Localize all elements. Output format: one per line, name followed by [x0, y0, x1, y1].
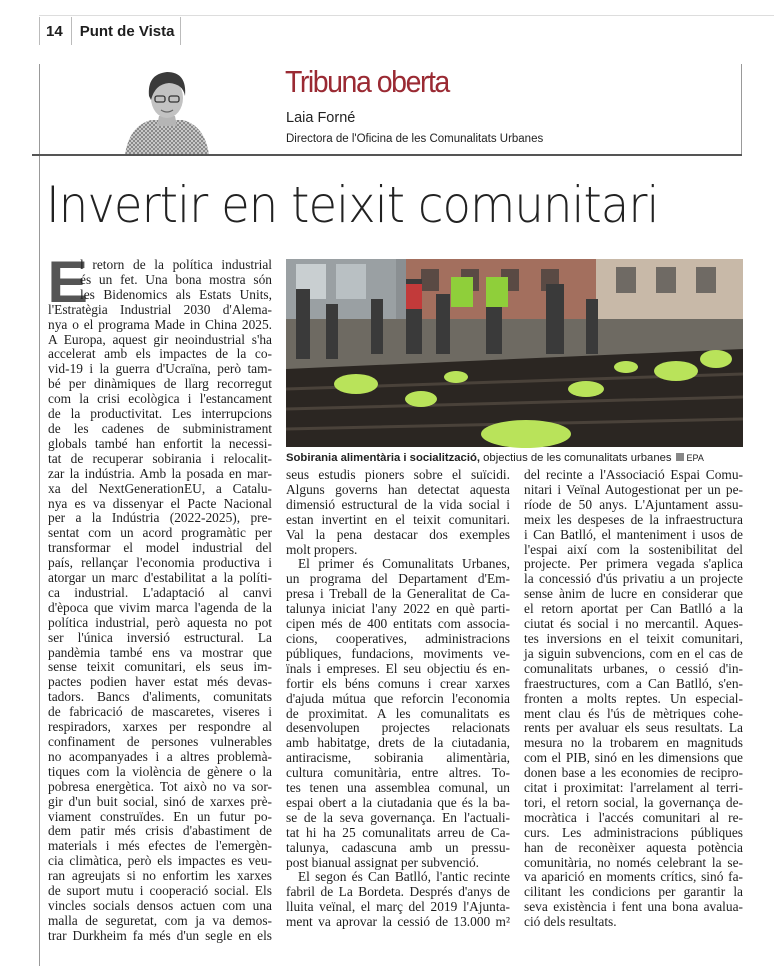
article-line-text: pandèmia també ens va mostrar que — [48, 644, 272, 660]
article-line — [286, 826, 510, 841]
article-line — [48, 914, 272, 929]
article-line-text: d'ajuda mútua que reforcin l'economia — [286, 690, 510, 706]
headline: Invertir en teixit comunitari — [46, 176, 659, 234]
article-line-text: El segon és Can Batlló, l'antic recinte — [298, 869, 510, 885]
article-line-text: és un fet. Una bona mostra són — [80, 271, 272, 287]
article-line — [48, 839, 272, 854]
article-line-text: cions, cooperatives, administracions — [286, 630, 510, 646]
article-line-text: l retorn de la política industrial — [80, 257, 272, 272]
article-line — [524, 751, 743, 766]
article-line — [286, 721, 510, 736]
article-line — [524, 662, 743, 677]
article-line-text: tadors. Bancs d'aliments, comunitats — [48, 689, 272, 705]
article-line-text: l'espai així com la sostenibilitat del — [524, 541, 743, 557]
article-line — [48, 303, 272, 318]
article-line — [48, 511, 272, 526]
article-line — [286, 632, 510, 647]
article-line — [524, 870, 743, 885]
article-line-text: vincles socials densos actuen com una — [48, 897, 272, 913]
article-line — [286, 885, 510, 900]
article-line-text: molt propers. — [286, 541, 358, 557]
article-line-text: per a la Indústria (2022-2025), pre- — [48, 510, 272, 526]
article-line-text: respiradors, xarxes per respondre al — [48, 719, 272, 735]
article-line-text: cilitant les condicions per garantir la — [524, 884, 743, 900]
article-line — [48, 795, 272, 810]
article-line — [524, 915, 743, 930]
article-line-text: de la productivitat. Les interrupcions — [48, 406, 272, 422]
article-line — [286, 572, 510, 587]
article-line — [286, 617, 510, 632]
article-line — [48, 392, 272, 407]
article-line-text: ríode de 50 anys. L'Ajuntament assu- — [524, 496, 743, 512]
article-line — [48, 452, 272, 467]
article-line — [48, 347, 272, 362]
article-line — [48, 646, 272, 661]
article-line-text: atorgar un marc d'estabilitat a la políti- — [48, 570, 272, 586]
article-photo — [286, 259, 743, 447]
article-line — [48, 884, 272, 899]
article-line-text: vid-19 i la guerra d'Ucraïna, però tam- — [48, 361, 272, 377]
article-line — [48, 571, 272, 586]
caption-text: objectius de les comunalitats urbanes — [480, 452, 672, 464]
article-line — [524, 647, 743, 662]
article-line — [48, 318, 272, 333]
article-line-text: tiques com la violència de gènere o la — [48, 763, 272, 779]
article-line — [524, 811, 743, 826]
article-line — [286, 915, 510, 930]
header-rule — [39, 15, 774, 16]
article-line-text: espai obert a la ciutadania que és la ba- — [286, 794, 510, 810]
article-line-text: talunya iniciat l'any 2022 en què parti- — [286, 601, 510, 617]
article-line — [524, 632, 743, 647]
article-line-text: mocràtica i l'accés comunitari al re- — [524, 809, 743, 825]
article-line — [48, 750, 272, 765]
article-line-text: de suport mutu i cooperació social. Els — [48, 883, 272, 899]
author-name: Laia Forné — [286, 110, 356, 126]
article-line-text: curs. Les administracions públiques — [524, 824, 743, 840]
photo-caption — [286, 452, 704, 464]
article-line-text: citat i proximitat: l'arrelament al terri- — [524, 780, 743, 796]
article-line — [48, 780, 272, 795]
article-line-text: ïnals i empreses. El seu objectiu és en- — [286, 660, 510, 676]
article-line — [524, 841, 743, 856]
article-line — [48, 631, 272, 646]
article-line-text: estan invertint en el teixit comunitari. — [286, 511, 510, 527]
article-line-text: del recinte a l'Associació Espai Comu- — [524, 467, 743, 482]
article-line-text: ció dels resultats. — [524, 914, 617, 930]
article-line — [48, 705, 272, 720]
article-line-text: pobresa energètica. Tot això no va sor- — [48, 778, 272, 794]
article-line — [48, 526, 272, 541]
article-line-text: se de la seva governança. En l'actuali- — [286, 809, 510, 825]
article-line-text: comunitària, no només celebrant la se- — [524, 854, 743, 870]
article-line-text: projecte. Per primera vegada s'aplica — [524, 556, 743, 572]
article-line — [286, 707, 510, 722]
article-line-text: nya es va dissenyar el Pacte Nacional — [48, 495, 272, 511]
drop-cap: E — [47, 250, 88, 315]
article-line-text: sense teixit comunitari, els seus im- — [48, 659, 272, 675]
article-line — [286, 796, 510, 811]
article-line — [48, 497, 272, 512]
article-line — [48, 810, 272, 825]
left-border — [39, 64, 40, 966]
article-line-text: donen base a les economies de recipro- — [524, 765, 743, 781]
article-line-text: malla de seguretat, com ja va demos- — [48, 912, 272, 928]
article-line-text: tori, el retorn social, la governança de- — [524, 794, 743, 810]
article-line-text: mesura no la trobarem en magnituds — [524, 735, 743, 751]
article-line-text: viament construïdes. En un futur po- — [48, 808, 272, 824]
article-line — [524, 602, 743, 617]
article-line-text: ca industrial. L'adaptació al canvi — [48, 584, 272, 600]
article-line — [48, 824, 272, 839]
article-line-text: la concessió d'ús privatiu a un projecte — [524, 571, 743, 587]
article-line — [524, 543, 743, 558]
article-line — [48, 586, 272, 601]
article-line — [286, 602, 510, 617]
article-line-text: Alguns governs han detectat aquesta — [286, 481, 510, 497]
article-line-text: tat de recuperar sobirania i relocalit- — [48, 450, 272, 466]
article-line-text: va aparició en moments crítics, sinó fa- — [524, 869, 743, 885]
article-line — [286, 677, 510, 692]
article-line-text: país, rellançar l'economia productiva i — [48, 555, 272, 571]
article-line-text: tes tenen una assemblea comunal, un — [286, 780, 510, 796]
article-line-text: A Europa, aquest gir neoindustrial s'ha — [48, 331, 272, 347]
article-line — [48, 660, 272, 675]
article-line — [286, 587, 510, 602]
page-number: 14 — [40, 17, 72, 45]
article-line — [524, 885, 743, 900]
article-column-3 — [524, 468, 743, 930]
article-line — [286, 841, 510, 856]
author-portrait — [123, 66, 211, 155]
article-line — [286, 513, 510, 528]
right-border — [741, 64, 742, 154]
article-line-text: bé per dinàmiques de llarg recorregut — [48, 376, 272, 392]
article-line — [48, 362, 272, 377]
article-line — [524, 736, 743, 751]
article-line-text: cultura comunitària, entre altres. To- — [286, 765, 510, 781]
article-line — [286, 468, 510, 483]
article-line-text: sentat com un acord programàtic per — [48, 525, 272, 541]
article-line — [524, 766, 743, 781]
article-line — [286, 528, 510, 543]
article-line — [286, 543, 510, 558]
article-line — [286, 781, 510, 796]
article-line — [286, 557, 510, 572]
article-line — [48, 333, 272, 348]
column-kicker: Tribuna oberta — [285, 64, 449, 99]
article-line-text: ment clau és l'ús de mètriques cohe- — [524, 705, 743, 721]
article-line-text: tat hi ha 25 comunalitats arreu de Ca- — [286, 824, 510, 840]
article-line-text: confinament de persones vulnerables — [48, 734, 272, 749]
section-name: Punt de Vista — [79, 22, 175, 40]
article-line — [48, 854, 272, 869]
article-line — [48, 556, 272, 571]
article-line — [48, 720, 272, 735]
article-line — [524, 557, 743, 572]
article-line-text: transformar el model industrial del — [48, 540, 272, 556]
article-line-text: d'època que vivim marca l'agenda de la — [48, 599, 272, 615]
article-line — [48, 616, 272, 631]
article-line — [48, 690, 272, 705]
article-line-text: talunya, cadascuna amb un pressu- — [286, 839, 510, 855]
article-line-text: antiracisme, sobirania alimentària, — [286, 750, 510, 766]
article-line — [286, 736, 510, 751]
article-line-text: fortir els béns comuns i crear xarxes — [286, 675, 510, 691]
article-line-text: post bianual assignat per subvenció. — [286, 854, 480, 870]
article-line — [524, 572, 743, 587]
article-line — [286, 870, 510, 885]
article-line — [48, 675, 272, 690]
article-line-text: ja siguin subvencions, com en el cas de — [524, 645, 743, 661]
article-line-text: presa i Treball de la Generalitat de Ca- — [286, 586, 510, 602]
article-line-text: dimensió estructural de la vida social i — [286, 496, 510, 512]
article-line-text: ran agreujats si no enfortim les xarxes — [48, 868, 272, 884]
article-line-text: globals també han enfortit la necessi- — [48, 435, 272, 451]
article-line — [48, 735, 272, 750]
article-line-text: El primer és Comunalitats Urbanes, — [298, 556, 510, 572]
article-line-text: política industrial, però aquesta no pot — [48, 614, 272, 630]
photo-credit: EPA — [686, 453, 704, 463]
article-line-text: ment va aprovar la cessió de 13.000 m² — [286, 914, 510, 930]
article-line — [48, 929, 272, 944]
article-line-text: rents per avaluar els seus resultats. La — [524, 720, 743, 736]
article-line-text: zar la indústria. Amb la posada en mar- — [48, 465, 272, 481]
article-line-text: i Can Batlló, el manteniment i usos de — [524, 526, 743, 542]
article-line-text: el retorn aportat per Can Batlló a la — [524, 601, 743, 617]
article-line — [286, 662, 510, 677]
article-line-text: cipen més de 400 entitats com associa- — [286, 616, 510, 632]
article-line — [524, 796, 743, 811]
article-line — [524, 483, 743, 498]
article-line — [524, 587, 743, 602]
article-line — [48, 541, 272, 556]
article-line-text: fraestructures, com a Can Batlló, s'en- — [524, 675, 743, 691]
article-line — [48, 437, 272, 452]
article-line-text: públiques, fundacions, moviments ve- — [286, 645, 510, 661]
article-line-text: xa del NextGenerationEU, a Catalu- — [48, 480, 272, 496]
article-line — [286, 647, 510, 662]
article-line — [48, 467, 272, 482]
article-line-text: l'Estratègia Industrial 2030 d'Alema- — [48, 301, 272, 317]
article-line — [48, 273, 272, 288]
article-line-text: no acompanyades i a altres problemà- — [48, 748, 272, 764]
article-line — [48, 288, 272, 303]
article-line — [524, 856, 743, 871]
article-line-text: han de reconèixer aquesta potència — [524, 839, 743, 855]
article-line-text: amb habitatge, drets de la ciutadania, — [286, 735, 510, 751]
article-column-1 — [47, 250, 272, 944]
article-line — [286, 856, 510, 871]
article-line — [524, 692, 743, 707]
author-role: Directora de l'Oficina de les Comunalitats Urbanes — [286, 133, 544, 145]
article-line-text: meix les despeses de la infraestructura — [524, 511, 743, 527]
article-line — [524, 707, 743, 722]
article-line — [286, 900, 510, 915]
article-line-text: ciutat és social i no mercantil. Aques- — [524, 616, 743, 632]
article-line-text: Val la pena destacar dos exemples — [286, 526, 510, 542]
article-line-text: gir d'un buit social, sinó de xarxes prè- — [48, 793, 272, 809]
header-divider — [32, 154, 742, 156]
article-line — [48, 601, 272, 616]
article-line — [286, 498, 510, 513]
section-tab — [39, 17, 181, 45]
article-line — [524, 781, 743, 796]
article-line-text: com el PIB, sinó en les dimensions que — [524, 750, 743, 766]
article-line-text: seus estudis pioners sobre el suïcidi. — [286, 467, 510, 482]
article-line — [286, 766, 510, 781]
article-line-text: de fabricació de mascaretes, viseres i — [48, 704, 272, 720]
article-line-text: de proximitat. A les comunalitats es — [286, 705, 510, 721]
article-line-text: cia climàtica, però els impactes es veu- — [48, 853, 272, 869]
article-line-text: dem patir més crisis d'abastiment de — [48, 823, 272, 839]
article-line — [524, 617, 743, 632]
article-line-text: pactes podien haver estat més devas- — [48, 674, 272, 690]
article-line-text: trar Durkheim fa més d'un segle en els — [48, 927, 272, 943]
article-line — [48, 407, 272, 422]
article-line — [48, 899, 272, 914]
article-line-text: fronten a molts reptes. Un especial- — [524, 690, 743, 706]
article-line — [286, 751, 510, 766]
article-line-text: materials i més efectes de l'emergèn- — [48, 838, 272, 854]
credit-square-icon — [676, 453, 684, 461]
article-line — [286, 483, 510, 498]
article-line — [524, 513, 743, 528]
article-line-text: seva existència i fent una bona avalua- — [524, 899, 743, 915]
article-line — [286, 811, 510, 826]
article-line — [524, 900, 743, 915]
article-line — [48, 765, 272, 780]
article-line — [524, 498, 743, 513]
article-line — [524, 826, 743, 841]
article-line-text: tes inversions en el teixit comunitari, — [524, 630, 743, 646]
article-line — [48, 377, 272, 392]
article-line-text: comunalitats urbanes, o cessió d'in- — [524, 660, 743, 676]
caption-bold: Sobirania alimentària i socialització, — [286, 452, 480, 464]
article-line-text: un programa del Departament d'Em- — [286, 571, 510, 587]
article-line-text: de les cadenes de subministrament — [48, 420, 272, 436]
article-line — [48, 258, 272, 273]
article-line-text: les Bidenomics als Estats Units, — [80, 286, 272, 302]
article-line — [524, 468, 743, 483]
article-line-text: accelerat amb els impactes de la co- — [48, 346, 272, 362]
article-line — [524, 721, 743, 736]
article-line-text: fabril de La Bordeta. Després d'anys de — [286, 884, 510, 900]
article-line-text: nitari i Veïnal Autogestionat per un pe- — [524, 481, 743, 497]
article-line-text: nya o el programa Made in China 2025. — [48, 316, 272, 332]
article-line-text: com la crisi ecològica i l'estancament — [48, 391, 272, 407]
article-line — [524, 528, 743, 543]
article-line — [48, 482, 272, 497]
article-line-text: ser l'única inversió estructural. La — [48, 629, 272, 645]
article-column-2 — [286, 468, 510, 930]
article-line — [48, 869, 272, 884]
article-line-text: desenvolupen projectes relacionats — [286, 720, 510, 736]
article-line-text: lluita veïnal, el març del 2019 l'Ajunta- — [286, 899, 510, 915]
article-line — [48, 422, 272, 437]
article-line — [286, 692, 510, 707]
article-line-text: sense ànim de lucre en considerar que — [524, 586, 743, 602]
article-line — [524, 677, 743, 692]
